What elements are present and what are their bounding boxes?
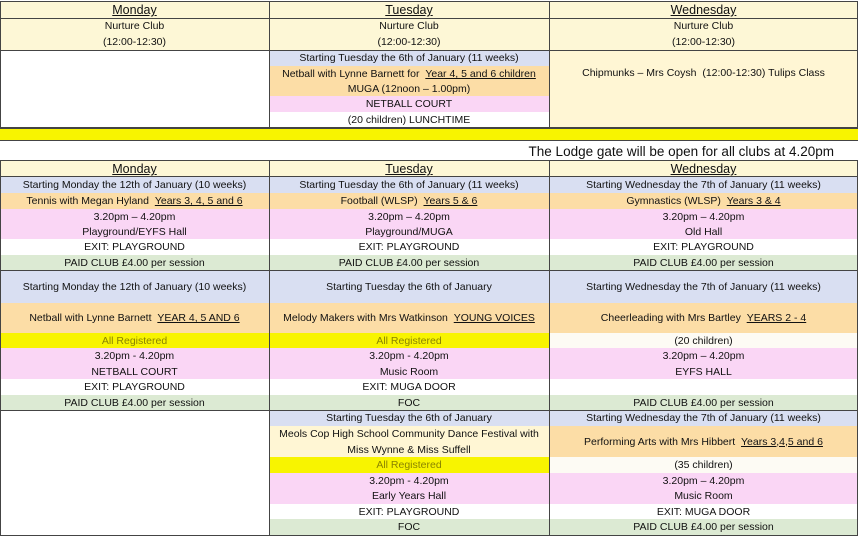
club-start-date: Starting Monday the 12th of January (10 weeks) bbox=[0, 177, 269, 193]
club-registration: All Registered bbox=[269, 333, 549, 348]
club-time: 3.20pm - 4.20pm bbox=[269, 473, 549, 488]
day-header-monday: Monday bbox=[0, 161, 269, 177]
club-title bbox=[269, 66, 549, 82]
club-place: EYFS HALL bbox=[549, 364, 858, 379]
club-exit bbox=[549, 379, 858, 395]
empty-cell bbox=[0, 410, 269, 537]
club-exit: EXIT: MUGA DOOR bbox=[549, 504, 858, 519]
club-start-date: Starting Tuesday the 6th of January bbox=[269, 410, 549, 426]
day-header-tuesday: Tuesday bbox=[269, 161, 549, 177]
day-header-monday: Monday bbox=[0, 2, 269, 18]
club-cost: PAID CLUB £4.00 per session bbox=[549, 519, 858, 535]
club-years: Years 3,4,5 and 6 bbox=[741, 435, 823, 448]
club-cost: PAID CLUB £4.00 per session bbox=[269, 255, 549, 271]
club-cost: PAID CLUB £4.00 per session bbox=[549, 255, 858, 271]
club-time: 3.20pm – 4.20pm bbox=[549, 473, 858, 488]
nurture-club-name: Nurture Club bbox=[269, 18, 549, 34]
nurture-club-time: (12:00-12:30) bbox=[269, 34, 549, 50]
lunch-monday-column bbox=[0, 0, 269, 128]
club-name-line1: Meols Cop High School Community Dance Festival with bbox=[269, 426, 549, 442]
club-title bbox=[549, 303, 858, 333]
club-time: 3.20pm – 4.20pm bbox=[269, 209, 549, 224]
club-start-date: Starting Wednesday the 7th of January (11 weeks) bbox=[549, 410, 858, 426]
club-exit: EXIT: PLAYGROUND bbox=[549, 239, 858, 255]
club-exit: EXIT: MUGA DOOR bbox=[269, 379, 549, 395]
club-time: 3.20pm – 4.20pm bbox=[549, 348, 858, 364]
day-header-wednesday: Wednesday bbox=[549, 161, 858, 177]
club-years: Year 4, 5 and 6 children bbox=[425, 68, 536, 80]
club-start-date: Starting Wednesday the 7th of January (11 weeks) bbox=[549, 271, 858, 303]
nurture-club-name: Nurture Club bbox=[0, 18, 269, 34]
club-title bbox=[269, 303, 549, 333]
club-place: Early Years Hall bbox=[269, 488, 549, 504]
day-header-wednesday: Wednesday bbox=[549, 2, 858, 18]
club-start-date: Starting Tuesday the 6th of January (11 weeks) bbox=[269, 50, 549, 66]
club-start-date: Starting Tuesday the 6th of January (11 weeks) bbox=[269, 177, 549, 193]
day-header-tuesday: Tuesday bbox=[269, 2, 549, 18]
lunch-tuesday-column bbox=[269, 0, 549, 128]
club-place: Old Hall bbox=[549, 224, 858, 239]
club-detail: (12:00-12:30) Tulips Class bbox=[702, 67, 825, 79]
club-cost: FOC bbox=[269, 395, 549, 410]
club-exit: EXIT: PLAYGROUND bbox=[0, 239, 269, 255]
club-exit: EXIT: PLAYGROUND bbox=[269, 504, 549, 519]
club-time: 3.20pm - 4.20pm bbox=[0, 348, 269, 364]
club-place: Music Room bbox=[549, 488, 858, 504]
club-name: Football (WLSP) bbox=[340, 195, 418, 207]
club-title bbox=[549, 193, 858, 209]
club-name: Cheerleading with Mrs Bartley bbox=[600, 312, 741, 324]
nurture-club-time: (12:00-12:30) bbox=[0, 34, 269, 50]
club-exit: EXIT: PLAYGROUND bbox=[269, 239, 549, 255]
club-time: 3.20pm – 4.20pm bbox=[0, 209, 269, 224]
club-years: YOUNG VOICES bbox=[453, 312, 535, 324]
club-name: Chipmunks – Mrs Coysh bbox=[582, 67, 697, 79]
club-registration: All Registered bbox=[0, 333, 269, 348]
gate-notice: The Lodge gate will be open for all clubs at 4.20pm bbox=[528, 143, 834, 159]
club-court: NETBALL COURT bbox=[269, 96, 549, 112]
after-tuesday-column bbox=[269, 161, 549, 537]
club-title bbox=[269, 193, 549, 209]
after-wednesday-column bbox=[549, 161, 858, 537]
empty-cell bbox=[549, 96, 858, 128]
club-place: MUGA (12noon – 1.00pm) bbox=[269, 82, 549, 96]
club-cost: PAID CLUB £4.00 per session bbox=[0, 395, 269, 410]
club-years: Years 3 & 4 bbox=[726, 195, 781, 207]
club-title bbox=[0, 193, 269, 209]
club-place: Playground/MUGA bbox=[269, 224, 549, 239]
club-place: NETBALL COURT bbox=[0, 364, 269, 379]
club-name: Tennis with Megan Hyland bbox=[26, 195, 149, 207]
empty-cell bbox=[0, 50, 269, 128]
club-registration: All Registered bbox=[269, 457, 549, 473]
after-school-timetable bbox=[0, 161, 858, 537]
after-monday-column bbox=[0, 161, 269, 537]
club-title bbox=[549, 426, 858, 457]
club-time: 3.20pm - 4.20pm bbox=[269, 348, 549, 364]
chipmunks-club bbox=[549, 50, 858, 96]
club-years: Years 5 & 6 bbox=[423, 195, 478, 207]
club-years: YEARS 2 - 4 bbox=[746, 312, 807, 324]
club-exit: EXIT: PLAYGROUND bbox=[0, 379, 269, 395]
club-title bbox=[0, 303, 269, 333]
club-name: Gymnastics (WLSP) bbox=[626, 195, 721, 207]
lunch-wednesday-column bbox=[549, 0, 858, 128]
club-years: YEAR 4, 5 AND 6 bbox=[157, 312, 240, 324]
club-place: Playground/EYFS Hall bbox=[0, 224, 269, 239]
club-registration: (35 children) bbox=[549, 457, 858, 473]
club-place: Music Room bbox=[269, 364, 549, 379]
club-start-date: Starting Monday the 12th of January (10 weeks) bbox=[0, 271, 269, 303]
club-name: Netball with Lynne Barnett bbox=[29, 312, 152, 324]
club-years: Years 3, 4, 5 and 6 bbox=[154, 195, 243, 207]
nurture-club-name: Nurture Club bbox=[549, 18, 858, 34]
club-name: Melody Makers with Mrs Watkinson bbox=[283, 312, 448, 324]
separator-band bbox=[0, 128, 858, 140]
club-name: Performing Arts with Mrs Hibbert bbox=[584, 435, 736, 448]
club-name-line2: Miss Wynne & Miss Suffell bbox=[269, 442, 549, 457]
club-start-date: Starting Wednesday the 7th of January (11 weeks) bbox=[549, 177, 858, 193]
club-registration: (20 children) bbox=[549, 333, 858, 348]
club-cost: PAID CLUB £4.00 per session bbox=[549, 395, 858, 410]
club-cost: FOC bbox=[269, 519, 549, 535]
nurture-club-time: (12:00-12:30) bbox=[549, 34, 858, 50]
club-cost: PAID CLUB £4.00 per session bbox=[0, 255, 269, 271]
club-note: (20 children) LUNCHTIME bbox=[269, 112, 549, 128]
club-start-date: Starting Tuesday the 6th of January bbox=[269, 271, 549, 303]
lunchtime-timetable bbox=[0, 0, 858, 128]
club-time: 3.20pm – 4.20pm bbox=[549, 209, 858, 224]
club-name: Netball with Lynne Barnett for bbox=[282, 68, 420, 80]
